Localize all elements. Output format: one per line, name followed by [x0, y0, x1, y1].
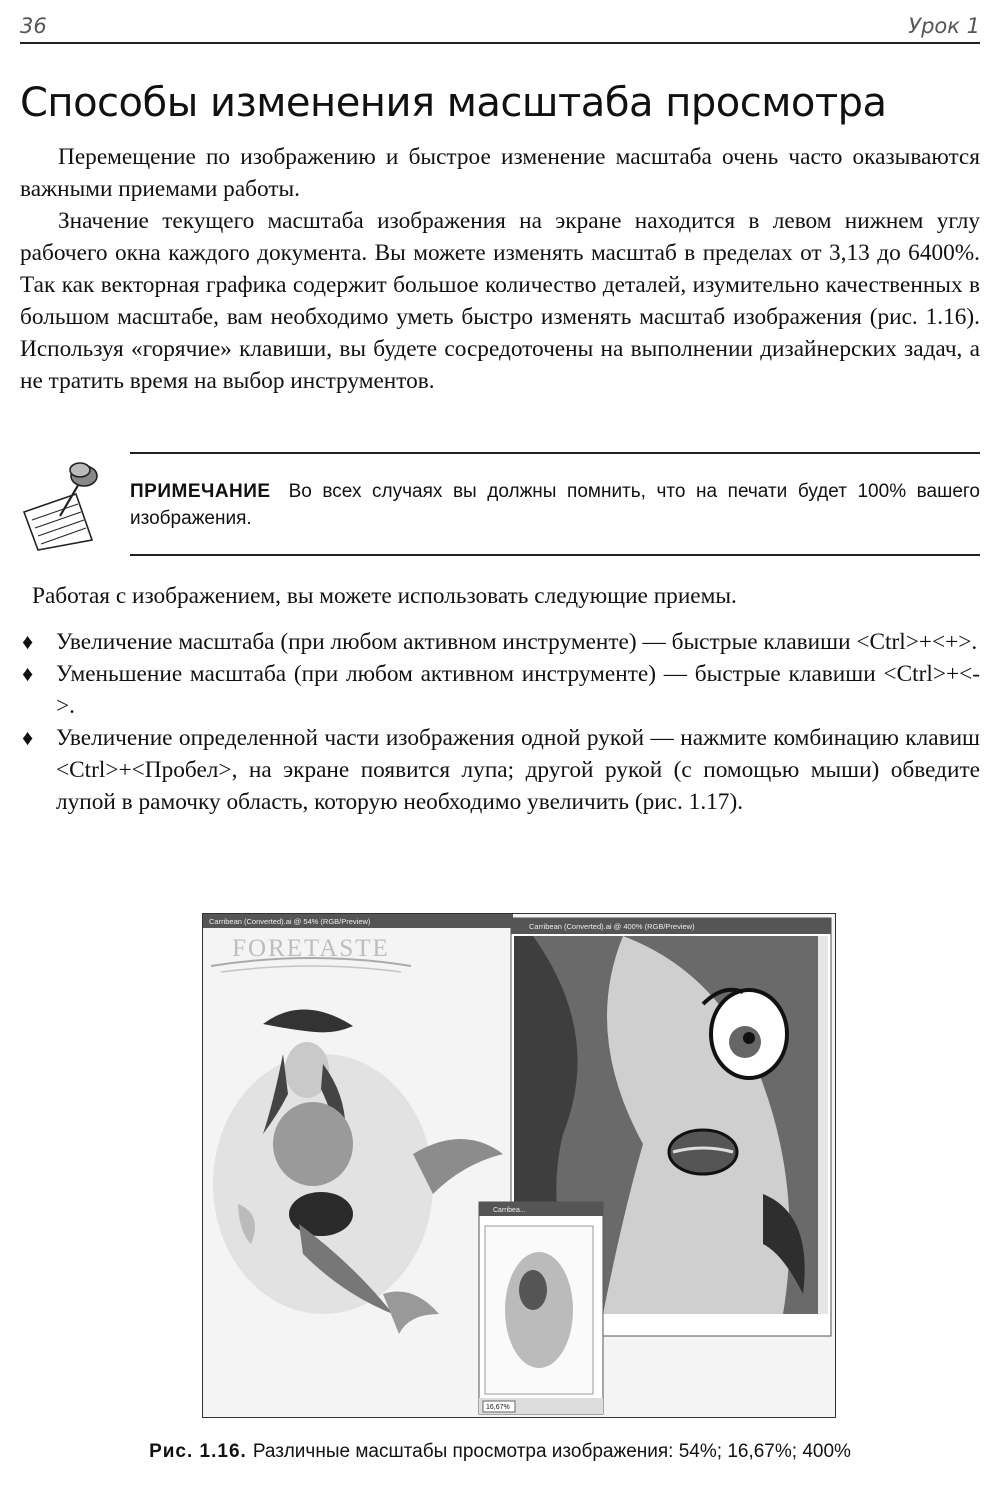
figure-illustration — [203, 914, 835, 1417]
window-title-54: Carribean (Converted).ai @ 54% (RGB/Preview) — [209, 917, 371, 926]
list-item: ♦ Уменьшение масштаба (при любом активном инструменте) — быстрые клавиши <Ctrl>+<->. — [20, 658, 980, 722]
list-item: ♦ Увеличение масштаба (при любом активном инструменте) — быстрые клавиши <Ctrl>+<+>. — [20, 626, 980, 658]
list-item: ♦ Увеличение определенной части изображения одной рукой — нажмите комбинацию клавиш <Ctrl>+<Пробел>, на экране появится лупа; другой рукой (с помощью мыши) обведите лупой в рамочку область, которую необходимо увеличить (рис. 1.17). — [20, 722, 980, 818]
note-label: ПРИМЕЧАНИЕ — [130, 481, 271, 502]
page-number: 36 — [20, 14, 47, 38]
pushpin-note-icon — [14, 452, 114, 552]
bullet-list — [20, 626, 980, 818]
paragraph: Значение текущего масштаба изображения на экране находится в левом нижнем углу рабочего окна каждого документа. Вы можете изменять масштаб в пределах от 3,13 до 6400%. Так как векторная графика содержит большое количество деталей, изумительно качественных в большом масштабе, вам необходимо уметь быстро изменять масштаб изображения (рис. 1.16). Используя «горячие» клавиши, вы будете сосредоточены на выполнении дизайнерских задач, а не тратить время на выбор инструментов. — [20, 208, 980, 394]
diamond-bullet-icon: ♦ — [22, 629, 34, 654]
note-text: Во всех случаях вы должны помнить, что на печати будет 100% вашего изображения. — [130, 481, 980, 529]
lead-text — [20, 580, 980, 612]
note-box — [130, 452, 980, 556]
section-title: Способы изменения масштаба просмотра — [20, 80, 887, 126]
diamond-bullet-icon: ♦ — [22, 661, 34, 686]
page-header — [20, 12, 980, 44]
paragraph: Работая с изображением, вы можете использовать следующие приемы. — [32, 583, 737, 609]
caption-text: Различные масштабы просмотра изображения: 54%; 16,67%; 400% — [252, 1441, 851, 1462]
running-head: Урок 1 — [908, 14, 980, 38]
caption-label: Рис. 1.16. — [149, 1441, 247, 1462]
intro-text — [20, 141, 980, 397]
window-title-small: Carribea... — [493, 1207, 526, 1214]
figure-screenshot — [202, 913, 836, 1418]
paragraph: Перемещение по изображению и быстрое изменение масштаба очень часто оказываются важными приемами работы. — [20, 144, 980, 202]
window-title-400: Carribean (Converted).ai @ 400% (RGB/Preview) — [529, 922, 695, 931]
artwork-title: FORETASTE — [232, 935, 390, 962]
note-text-block — [130, 478, 980, 532]
zoom-value: 16,67% — [486, 1404, 510, 1411]
diamond-bullet-icon: ♦ — [22, 725, 34, 750]
figure-caption — [0, 1441, 1000, 1463]
